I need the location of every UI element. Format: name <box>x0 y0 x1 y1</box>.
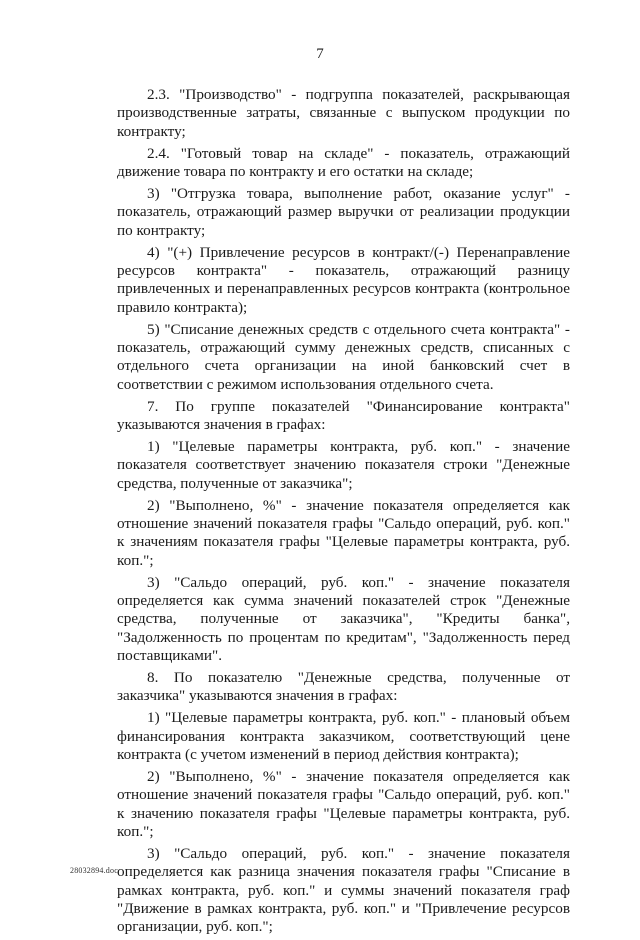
paragraph-7-item-2: 2) "Выполнено, %" - значение показателя определяется как отношение значений показателя графы "Сальдо операций, руб. коп." к значениям показателя графы "Целевые параметры контракта, руб. коп."; <box>117 496 570 569</box>
document-footer: 28032894.doc <box>70 866 118 875</box>
paragraph-2-3: 2.3. "Производство" - подгруппа показателей, раскрывающая производственные затраты, связанные с выпуском продукции по контракту; <box>117 86 570 140</box>
paragraph-7-financing: 7. По группе показателей "Финансирование контракта" указываются значения в графах: <box>117 397 570 434</box>
page-number: 7 <box>316 46 324 62</box>
paragraph-2-4: 2.4. "Готовый товар на складе" - показатель, отражающий движение товара по контракту и его остатки на складе; <box>117 144 570 180</box>
paragraph-8-item-3: 3) "Сальдо операций, руб. коп." - значение показателя определяется как разница значения показателя графы "Списание в рамках контракта, руб. коп." и суммы значений показателя граф "Движение в рамках контракта, руб. коп." и "Привлечение ресурсов организации, руб. коп."; <box>117 845 570 936</box>
paragraph-item-3-shipment: 3) "Отгрузка товара, выполнение работ, оказание услуг" - показатель, отражающий размер выручки от реализации продукции по контракту; <box>117 185 570 239</box>
paragraph-item-5-writeoff: 5) "Списание денежных средств с отдельного счета контракта" - показатель, отражающий сумму денежных средств, списанных с отдельного счета организации на иной банковский счет в соответствии с режимом использования отдельного счета. <box>117 320 570 393</box>
paragraph-7-item-3: 3) "Сальдо операций, руб. коп." - значение показателя определяется как сумма значений показателей строк "Денежные средства, полученные от заказчика", "Кредиты банка", "Задолженность по процентам по кредитам", "Задолженность перед поставщиками". <box>117 573 570 664</box>
paragraph-item-4-resources: 4) "(+) Привлечение ресурсов в контракт/(-) Перенаправление ресурсов контракта" - показатель, отражающий разницу привлеченных и перенаправленных ресурсов контракта (контрольное правило контракта); <box>117 243 570 316</box>
paragraph-8-customer-funds: 8. По показателю "Денежные средства, полученные от заказчика" указываются значения в графах: <box>117 669 570 705</box>
paragraph-8-item-1: 1) "Целевые параметры контракта, руб. коп." - плановый объем финансирования контракта заказчиком, соответствующий цене контракта (с учетом изменений в период действия контракта); <box>117 709 570 764</box>
paragraph-7-item-1: 1) "Целевые параметры контракта, руб. коп." - значение показателя соответствует значению показателя строки "Денежные средства, полученные от заказчика"; <box>117 438 570 492</box>
document-body <box>117 86 570 940</box>
paragraph-8-item-2: 2) "Выполнено, %" - значение показателя определяется как отношение значений показателя графы "Сальдо операций, руб. коп." к значению показателя графы "Целевые параметры контракта, руб. коп."; <box>117 768 570 841</box>
